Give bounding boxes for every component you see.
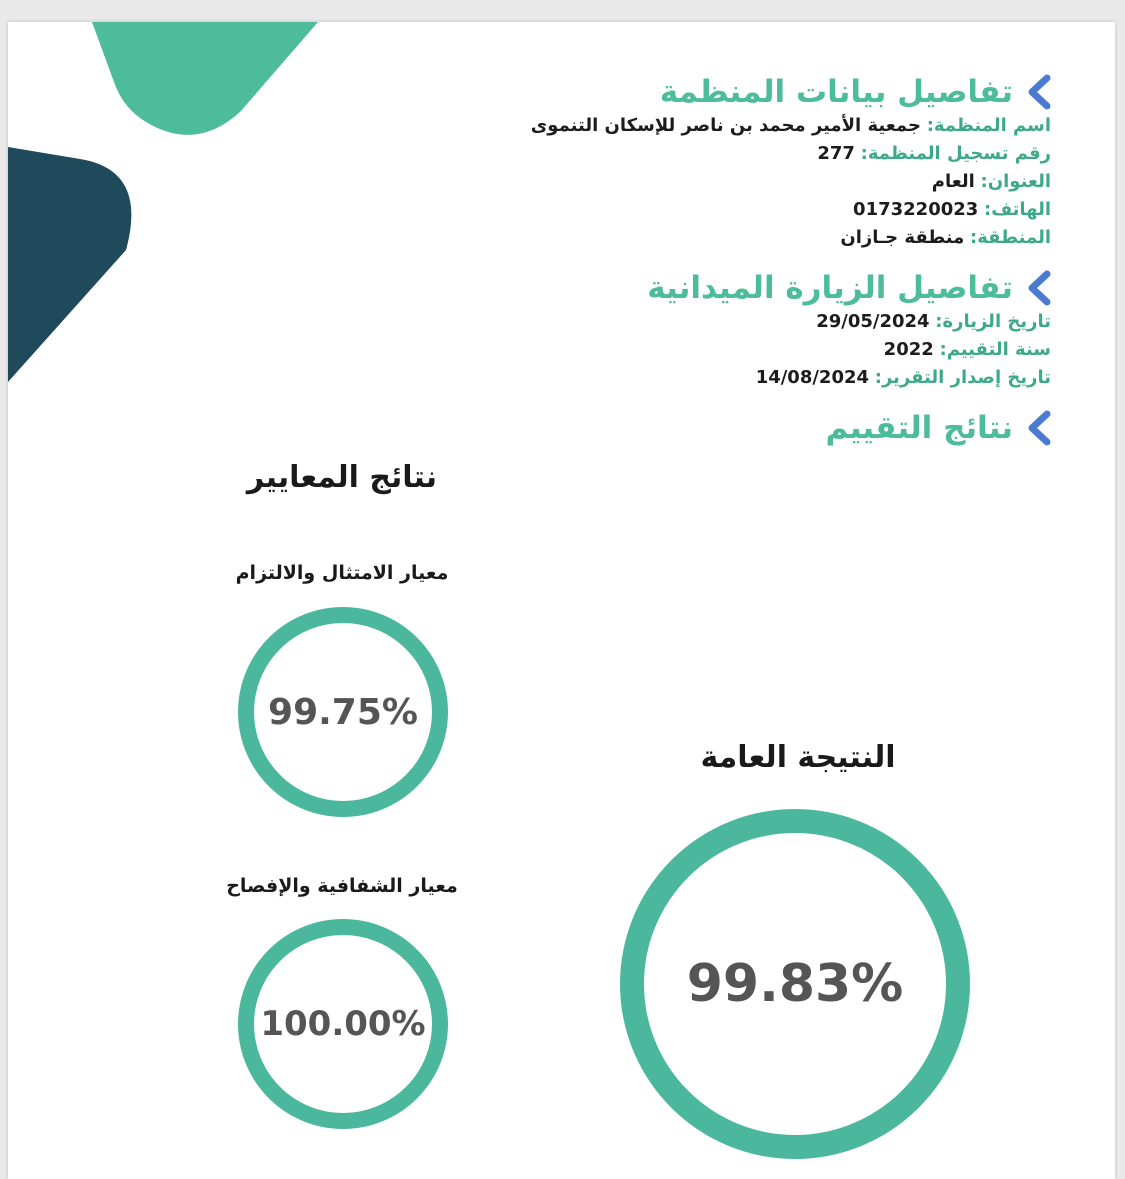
report-date-value: 14/08/2024 [755, 367, 870, 388]
visit-date-label: تاريخ الزيارة: [935, 311, 1051, 332]
org-details-title: تفاصيل بيانات المنظمة [659, 74, 1013, 110]
org-name-label: اسم المنظمة: [926, 115, 1051, 136]
criterion-compliance-label: معيار الامتثال والالتزام [235, 562, 449, 584]
phone-value: 0173220023 [853, 199, 979, 220]
address-row [531, 168, 1051, 196]
address-label: العنوان: [980, 171, 1051, 192]
address-value: العام [931, 171, 975, 192]
criterion-transparency-label: معيار الشفافية والإفصاح [226, 875, 458, 897]
results-header [825, 408, 1055, 448]
org-details-header [531, 72, 1055, 112]
registration-number-row [531, 140, 1051, 168]
registration-number-value: 277 [817, 143, 855, 164]
visit-details-section [647, 268, 1055, 392]
visit-details-header [647, 268, 1055, 308]
region-value: منطقة جـازان [840, 227, 965, 248]
chevron-left-icon [1023, 408, 1055, 448]
criteria-heading: نتائج المعايير [246, 460, 438, 495]
phone-label: الهاتف: [984, 199, 1051, 220]
green-decor-shape [92, 22, 318, 135]
chevron-left-icon [1023, 268, 1055, 308]
criterion-compliance-value: 99.75% [268, 691, 418, 733]
visit-details-rows [647, 308, 1055, 392]
criterion-transparency-ring [238, 919, 448, 1129]
results-title: نتائج التقييم [825, 410, 1013, 446]
evaluation-year-row [647, 336, 1051, 364]
evaluation-year-label: سنة التقييم: [939, 339, 1051, 360]
visit-date-value: 29/05/2024 [816, 311, 930, 332]
region-label: المنطقة: [970, 227, 1051, 248]
report-date-row [647, 364, 1051, 392]
phone-row [531, 196, 1051, 224]
overall-heading: النتيجة العامة [700, 740, 896, 775]
criterion-transparency-value: 100.00% [260, 1004, 426, 1044]
chevron-left-icon [1023, 72, 1055, 112]
org-name-row [531, 112, 1051, 140]
visit-details-title: تفاصيل الزيارة الميدانية [647, 270, 1013, 306]
overall-result-value: 99.83% [686, 954, 904, 1014]
navy-decor-shape [8, 147, 131, 382]
report-date-label: تاريخ إصدار التقرير: [874, 367, 1051, 388]
org-details-rows [531, 112, 1055, 252]
decorative-shapes [8, 22, 338, 422]
org-name-value: جمعية الأمير محمد بن ناصر للإسكان التنموى [530, 115, 921, 136]
results-section [825, 408, 1055, 448]
region-row [531, 224, 1051, 252]
visit-date-row [647, 308, 1051, 336]
report-page [8, 22, 1115, 1179]
evaluation-year-value: 2022 [883, 339, 934, 360]
overall-result-ring [620, 809, 970, 1159]
org-details-section [531, 72, 1055, 252]
registration-number-label: رقم تسجيل المنظمة: [860, 143, 1051, 164]
criterion-compliance-ring [238, 607, 448, 817]
